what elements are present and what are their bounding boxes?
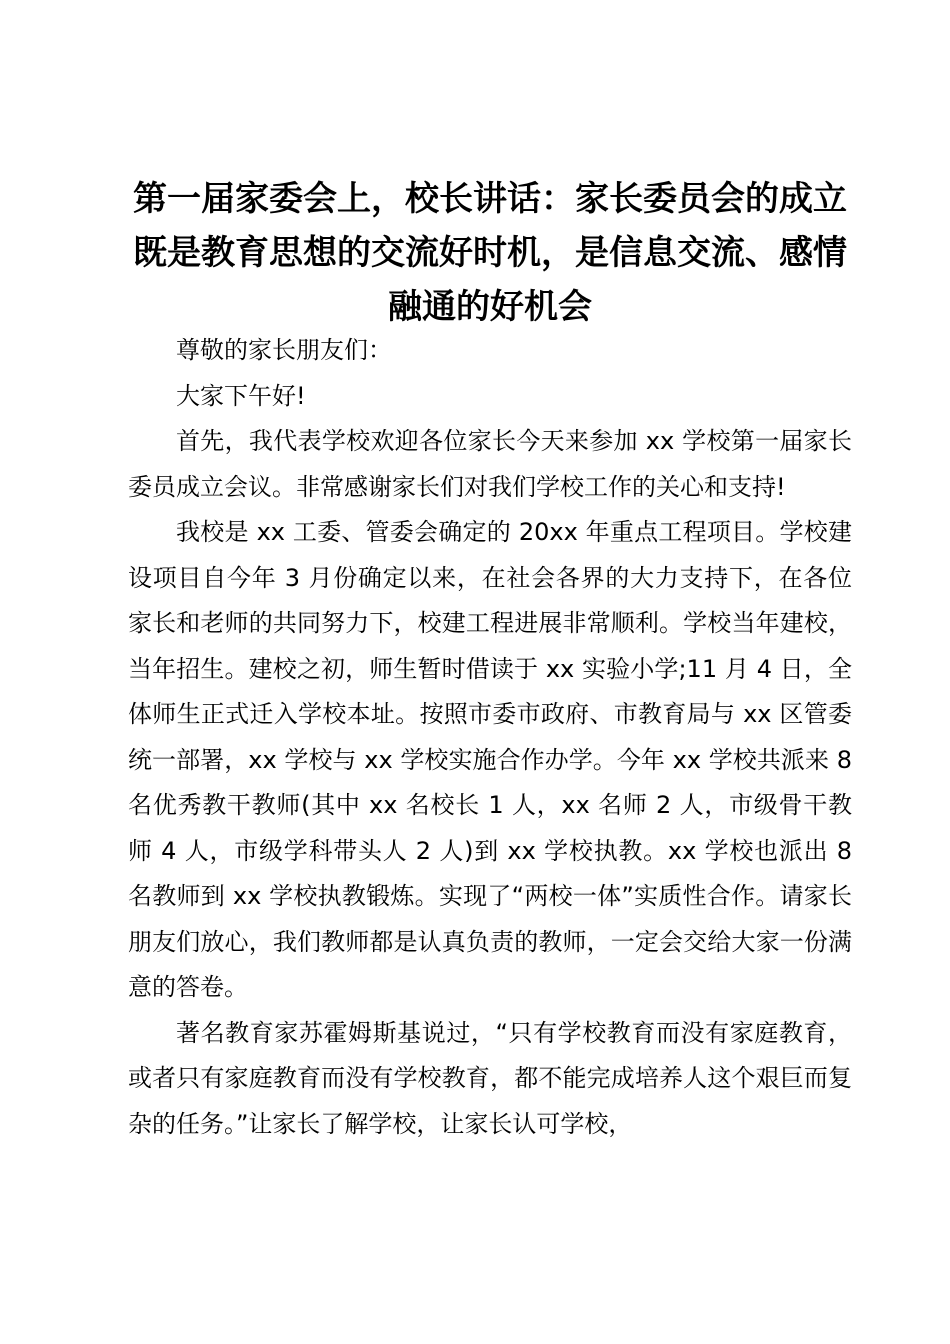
greeting: 大家下午好! bbox=[176, 381, 306, 410]
paragraph-welcome: 首先，我代表学校欢迎各位家长今天来参加 xx 学校第一届家长委员成立会议。非常感谢家长们对我们学校工作的关心和支持! bbox=[128, 427, 852, 501]
document-body bbox=[128, 328, 852, 1147]
document-title: 第一届家委会上，校长讲话：家长委员会的成立既是教育思想的交流好时机，是信息交流、感情融通的好机会 bbox=[133, 179, 847, 327]
paragraph-quote: 著名教育家苏霍姆斯基说过，“只有学校教育而没有家庭教育，或者只有家庭教育而没有学校教育，都不能完成培养人这个艰巨而复杂的任务。”让家长了解学校，让家长认可学校， bbox=[128, 1018, 852, 1138]
salutation: 尊敬的家长朋友们： bbox=[176, 336, 392, 364]
paragraph-school-background: 我校是 xx 工委、管委会确定的 20xx 年重点工程项目。学校建设项目自今年 3 月份确定以来，在社会各界的大力支持下，在各位家长和老师的共同努力下，校建工程进展非常顺利。学校当年建校，当年招生。建校之初，师生暂时借读于 xx 实验小学;11 月 4 日，全体师生正式迁入学校本址。按照市委市政府、市教育局与 xx 区管委统一部署，xx 学校与 xx 学校实施合作办学。今年 xx 学校共派来 8 名优秀教干教师(其中 xx 名校长 1 人，xx 名师 2 人，市级骨干教师 4 人，市级学科带头人 2 人)到 xx 学校执教。xx 学校也派出 8 名教师到 xx 学校执教锻炼。实现了“两校一体”实质性合作。请家长朋友们放心，我们教师都是认真负责的教师，一定会交给大家一份满意的答卷。 bbox=[128, 518, 852, 1001]
